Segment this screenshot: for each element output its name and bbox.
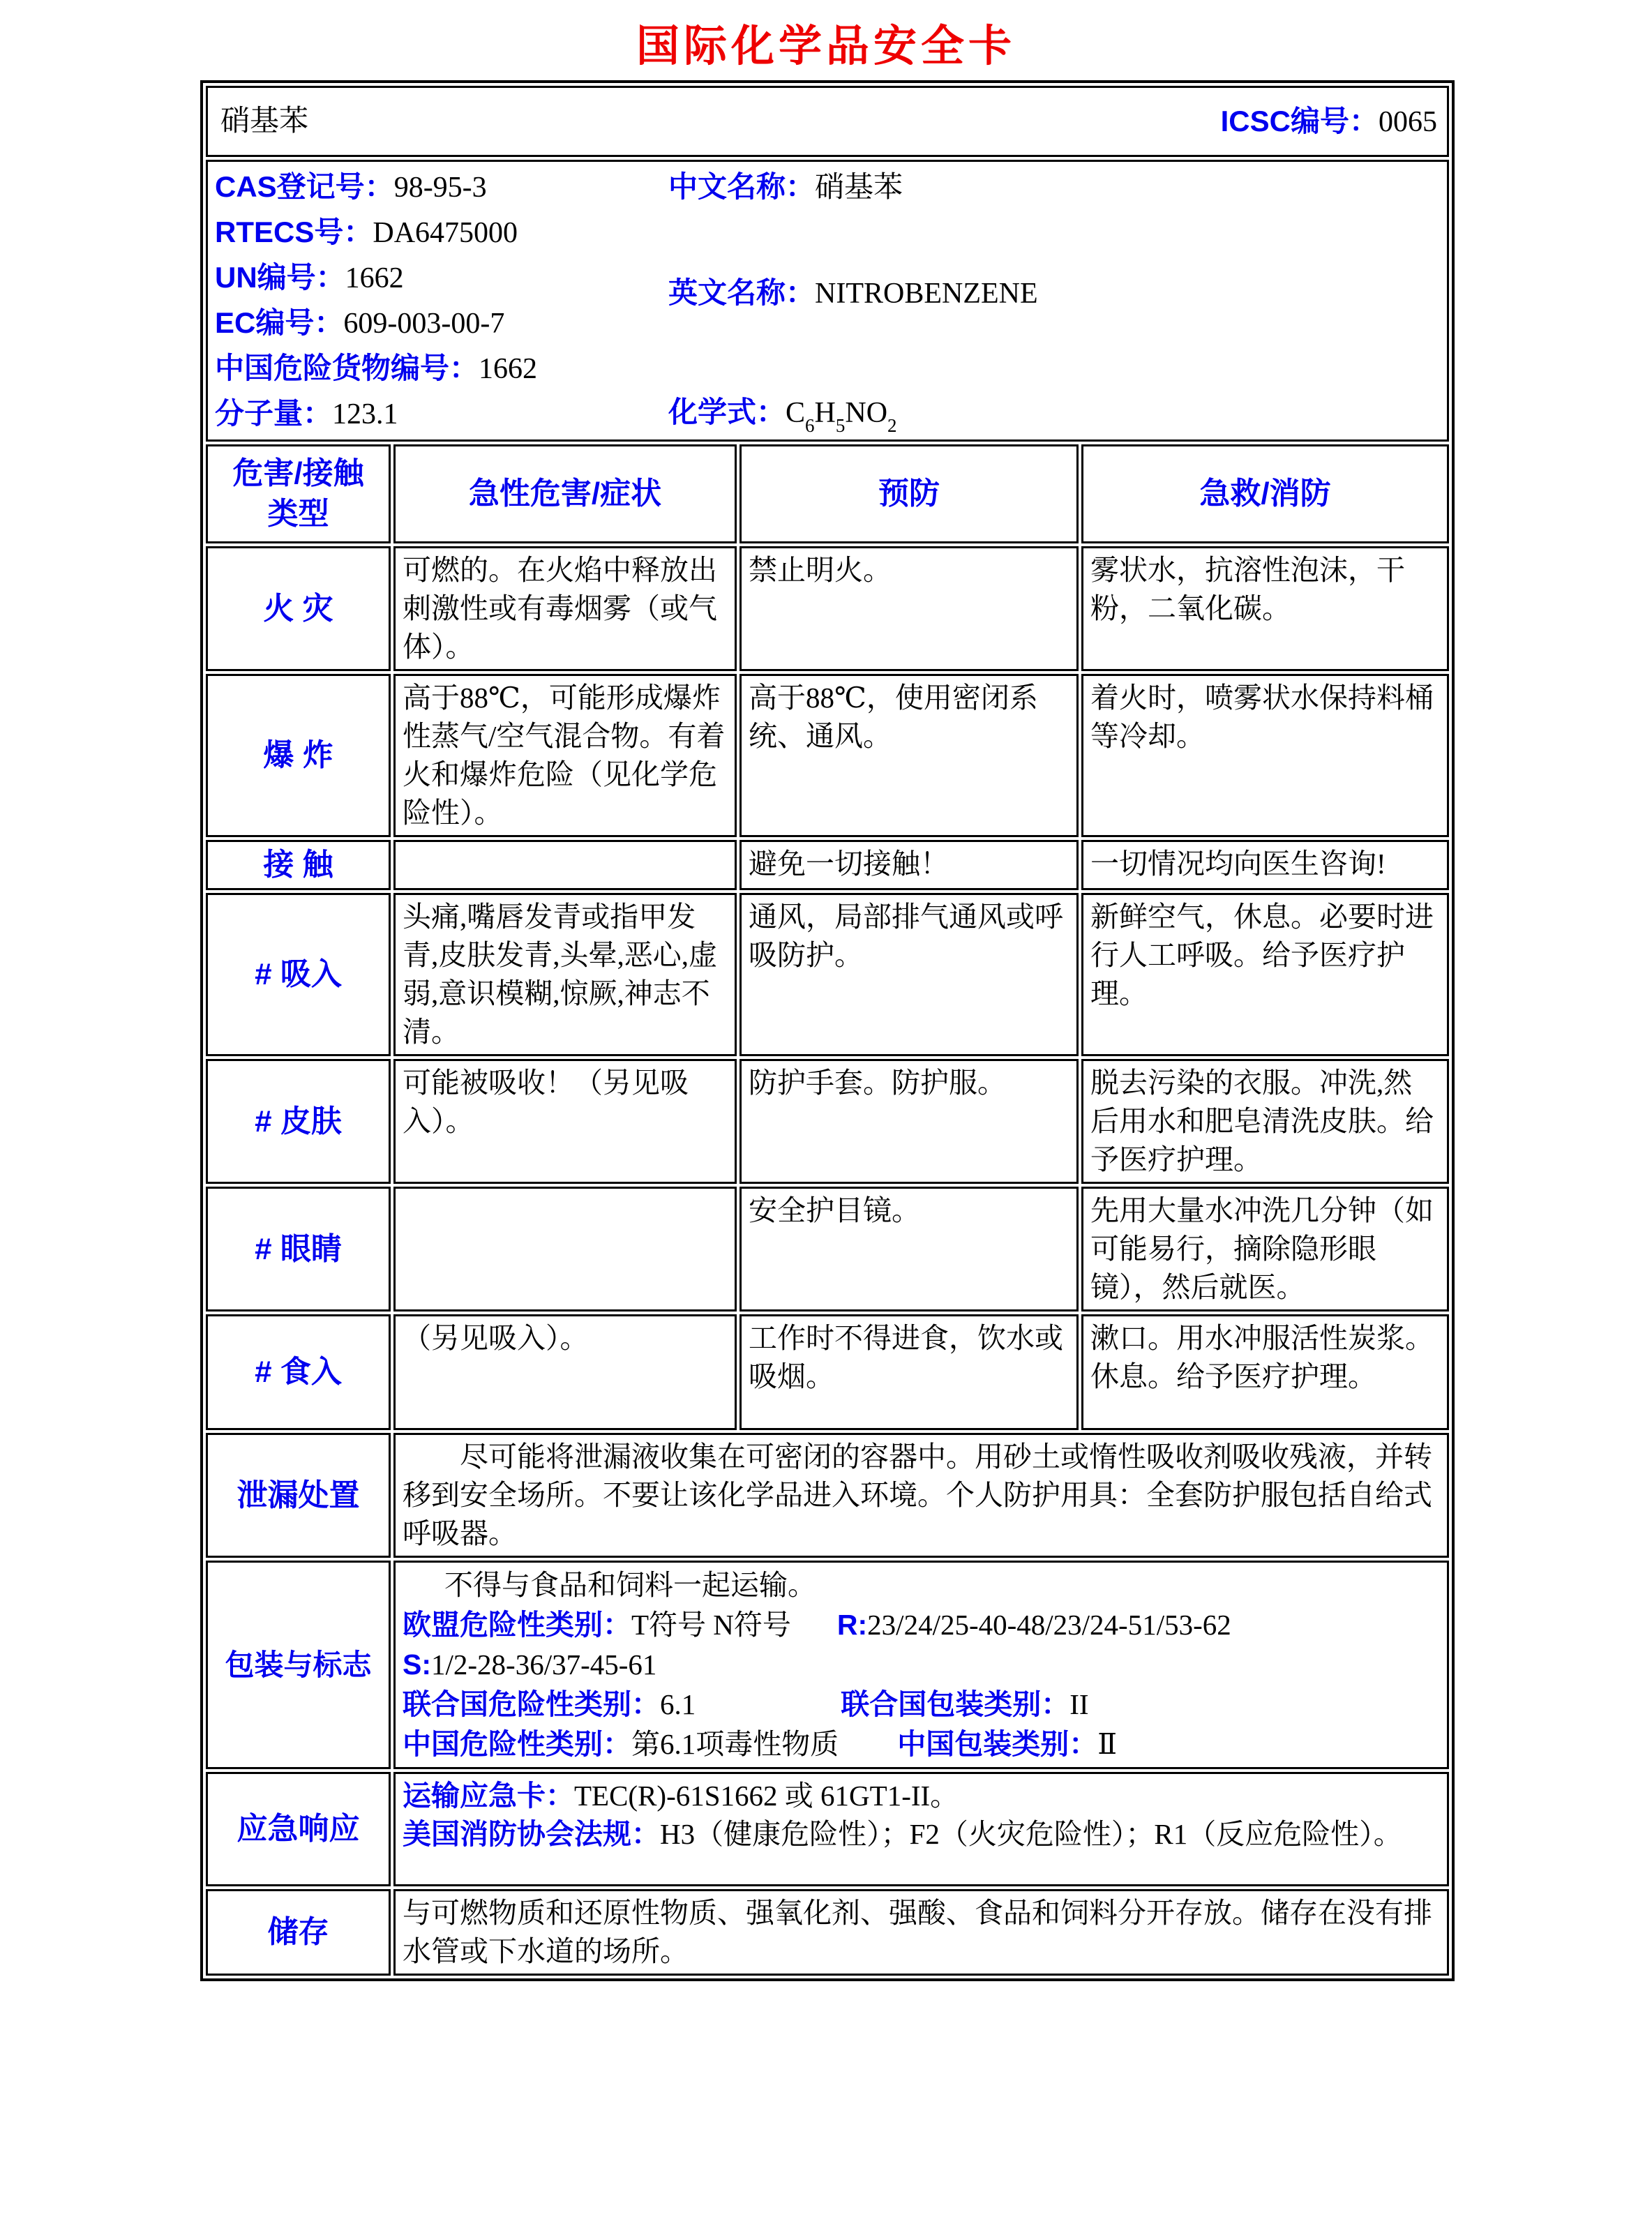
packaging-eu-line: 欧盟危险性类别：T符号 N符号 R:23/24/25-40-48/23/24-51/53-62: [403, 1609, 1231, 1641]
icsc-number-value: 0065: [1379, 105, 1437, 138]
row-label-ingestion: # 食入: [206, 1314, 391, 1430]
contact-symptoms: [393, 840, 737, 890]
contact-prevention: 避免一切接触！: [739, 840, 1079, 890]
icsc-number-label: ICSC编号：: [1220, 104, 1379, 137]
row-label-fire: 火 灾: [206, 546, 391, 671]
skin-symptoms: 可能被吸收！（另见吸入）。: [393, 1059, 737, 1184]
explosion-response: 着火时，喷雾状水保持料桶等冷却。: [1081, 674, 1449, 837]
emergency-row: [206, 1772, 1449, 1886]
ingestion-symptoms: （另见吸入）。: [393, 1314, 737, 1430]
identification-row: [206, 160, 1449, 442]
row-label-contact: 接 触: [206, 840, 391, 890]
spill-text-cell: [393, 1433, 1449, 1558]
packaging-transport-note: 不得与食品和饲料一起运输。: [444, 1569, 816, 1601]
storage-text: 与可燃物质和还原性物质、强氧化剂、强酸、食品和饲料分开存放。储存在没有排水管或下水道的场所。: [403, 1897, 1432, 1967]
chemical-name-cn: 硝基苯: [220, 105, 309, 137]
row-label-emergency: 应急响应: [206, 1772, 391, 1886]
explosion-symptoms: 高于88℃，可能形成爆炸性蒸气/空气混合物。有着火和爆炸危险（见化学危险性）。: [393, 674, 737, 837]
icsc-card-table: [200, 80, 1455, 1981]
spill-text: 尽可能将泄漏液收集在可密闭的容器中。用砂土或惰性吸收剂吸收残液，并转移到安全场所。不要让该化学品进入环境。个人防护用具：全套防护服包括自给式呼吸器。: [403, 1441, 1432, 1549]
card-header-row: [206, 86, 1449, 157]
row-label-inhalation: # 吸入: [206, 893, 391, 1056]
ingestion-prevention: 工作时不得进食，饮水或吸烟。: [739, 1314, 1079, 1430]
spill-row: [206, 1433, 1449, 1558]
chemical-formula: $C_6H_5NO_2$: [786, 397, 897, 436]
eyes-response: 先用大量水冲洗几分钟（如可能易行，摘除隐形眼镜），然后就医。: [1081, 1187, 1449, 1312]
packaging-cn-line: 中国危险性类别：第6.1项毒性物质 中国包装类别：Ⅱ: [403, 1728, 1118, 1760]
emergency-transport-card-line: 运输应急卡：TEC(R)-61S1662 或 61GT1-II。: [403, 1780, 959, 1812]
ingestion-response: 漱口。用水冲服活性炭浆。休息。给予医疗护理。: [1081, 1314, 1449, 1430]
un-number-line: UN编号：1662: [215, 261, 404, 294]
row-label-skin: # 皮肤: [206, 1059, 391, 1184]
ec-number-line: EC编号：609-003-00-7: [215, 306, 505, 340]
identification-cell: [206, 160, 1449, 442]
row-label-packaging: 包装与标志: [206, 1561, 391, 1769]
inhalation-response: 新鲜空气，休息。必要时进行人工呼吸。给予医疗护理。: [1081, 893, 1449, 1056]
hazard-row-ingestion: [206, 1314, 1449, 1430]
inhalation-symptoms: 头痛,嘴唇发青或指甲发青,皮肤发青,头晕,恶心,虚弱,意识模糊,惊厥,神志不清。: [393, 893, 737, 1056]
china-dg-number-line: 中国危险货物编号：1662: [215, 352, 538, 385]
emergency-nfpa-line: 美国消防协会法规：H3（健康危险性）；F2（火灾危险性）；R1（反应危险性）。: [403, 1818, 1402, 1850]
chinese-name-line: 中文名称：硝基苯: [668, 170, 903, 204]
skin-response: 脱去污染的衣服。冲洗,然后用水和肥皂清洗皮肤。给予医疗护理。: [1081, 1059, 1449, 1184]
packaging-s-line: S:1/2-28-36/37-45-61: [403, 1648, 657, 1681]
hazard-header-row: [206, 444, 1449, 543]
row-label-eyes: # 眼睛: [206, 1187, 391, 1312]
hazard-row-eyes: [206, 1187, 1449, 1312]
hazard-row-inhalation: [206, 893, 1449, 1056]
column-header-response: 急救/消防: [1081, 444, 1449, 543]
card-header-cell: [206, 86, 1449, 157]
hazard-row-explosion: [206, 674, 1449, 837]
eyes-prevention: 安全护目镜。: [739, 1187, 1079, 1312]
column-header-prevention: 预防: [739, 444, 1079, 543]
cas-number-line: CAS登记号：98-95-3: [215, 170, 487, 204]
identification-right-column: [668, 165, 1415, 437]
chemical-formula-line: 化学式：$C_6H_5NO_2$: [668, 396, 897, 436]
packaging-un-line: 联合国危险性类别：6.1 联合国包装类别：II: [403, 1688, 1089, 1720]
skin-prevention: 防护手套。防护服。: [739, 1059, 1079, 1184]
packaging-row: [206, 1561, 1449, 1769]
emergency-text-cell: [393, 1772, 1449, 1886]
inhalation-prevention: 通风，局部排气通风或呼吸防护。: [739, 893, 1079, 1056]
hazard-row-contact: [206, 840, 1449, 890]
explosion-prevention: 高于88℃，使用密闭系统、通风。: [739, 674, 1079, 837]
english-name-line: 英文名称：NITROBENZENE: [668, 276, 1038, 310]
column-header-symptoms: 急性危害/症状: [393, 444, 737, 543]
molecular-weight-line: 分子量：123.1: [215, 397, 398, 430]
row-label-spill: 泄漏处置: [206, 1433, 391, 1558]
eyes-symptoms: [393, 1187, 737, 1312]
packaging-text-cell: [393, 1561, 1449, 1769]
page-title: 国际化学品安全卡: [636, 20, 1016, 71]
rtecs-number-line: RTECS号：DA6475000: [215, 216, 518, 249]
row-label-storage: 储存: [206, 1889, 391, 1976]
row-label-explosion: 爆 炸: [206, 674, 391, 837]
hazard-row-skin: [206, 1059, 1449, 1184]
hazard-row-fire: [206, 546, 1449, 671]
storage-text-cell: [393, 1889, 1449, 1976]
storage-row: [206, 1889, 1449, 1976]
fire-symptoms: 可燃的。在火焰中释放出刺激性或有毒烟雾（或气体）。: [393, 546, 737, 671]
fire-response: 雾状水，抗溶性泡沫，干粉，二氧化碳。: [1081, 546, 1449, 671]
column-header-type: 危害/接触 类型: [206, 444, 391, 543]
contact-response: 一切情况均向医生咨询!: [1081, 840, 1449, 890]
fire-prevention: 禁止明火。: [739, 546, 1079, 671]
